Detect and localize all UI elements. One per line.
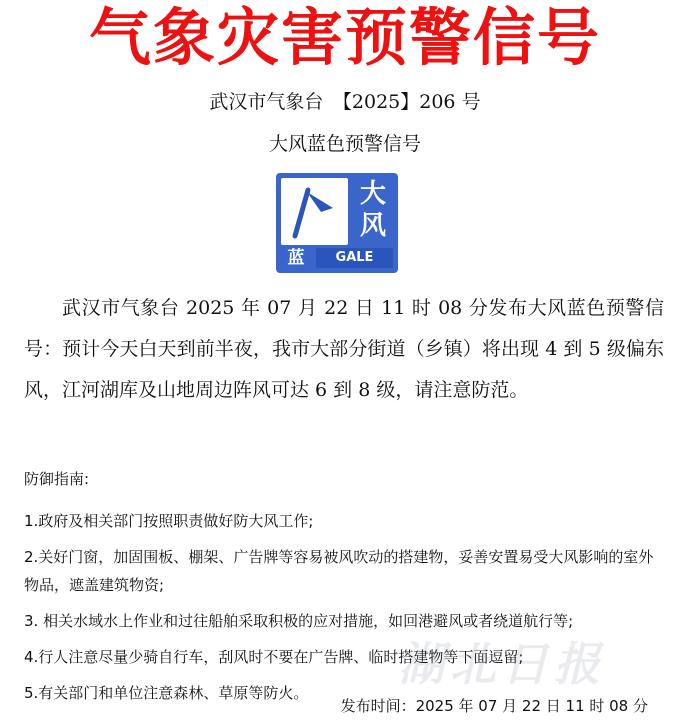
icon-level-char: 蓝 [287, 248, 305, 268]
guide-item: 2.关好门窗，加固围板、棚架、广告牌等容易被风吹动的搭建物，妥善安置易受大风影响的室外物品，遮盖建筑物资; [24, 548, 654, 594]
release-time: 发布时间：2025 年 07 月 22 日 11 时 08 分 [340, 697, 648, 715]
issuer-line: 武汉市气象台 【2025】206 号 [209, 91, 481, 113]
flag-icon [281, 178, 348, 245]
guide-title: 防御指南: [24, 470, 90, 488]
watermark-logo: 湖北日报 [398, 637, 606, 691]
guide-item: 4.行人注意尽量少骑自行车，刮风时不要在广告牌、临时搭建物等下面逗留; [24, 648, 524, 666]
warning-body: 武汉市气象台 2025 年 07 月 22 日 11 时 08 分发布大风蓝色预警信号：预计今天白天到前半夜，我市大部分街道（乡镇）将出现 4 到 5 级偏东风，江河湖库及山地周边阵风可达 6 到 8 级，请注意防范。 [24, 297, 664, 401]
icon-char-bottom: 风 [359, 211, 386, 241]
document-title: 气象灾害预警信号 [88, 1, 601, 74]
gale-blue-warning-icon [276, 173, 398, 273]
signal-name: 大风蓝色预警信号 [268, 133, 421, 155]
icon-english-label: GALE [316, 248, 393, 268]
icon-char-top: 大 [359, 179, 386, 209]
guide-item: 5.有关部门和单位注意森林、草原等防火。 [24, 684, 309, 702]
guide-item: 1.政府及相关部门按照职责做好防大风工作; [24, 512, 314, 530]
guide-item: 3. 相关水域水上作业和过往船舶采取积极的应对措施，如回港避风或者绕道航行等; [24, 612, 574, 630]
